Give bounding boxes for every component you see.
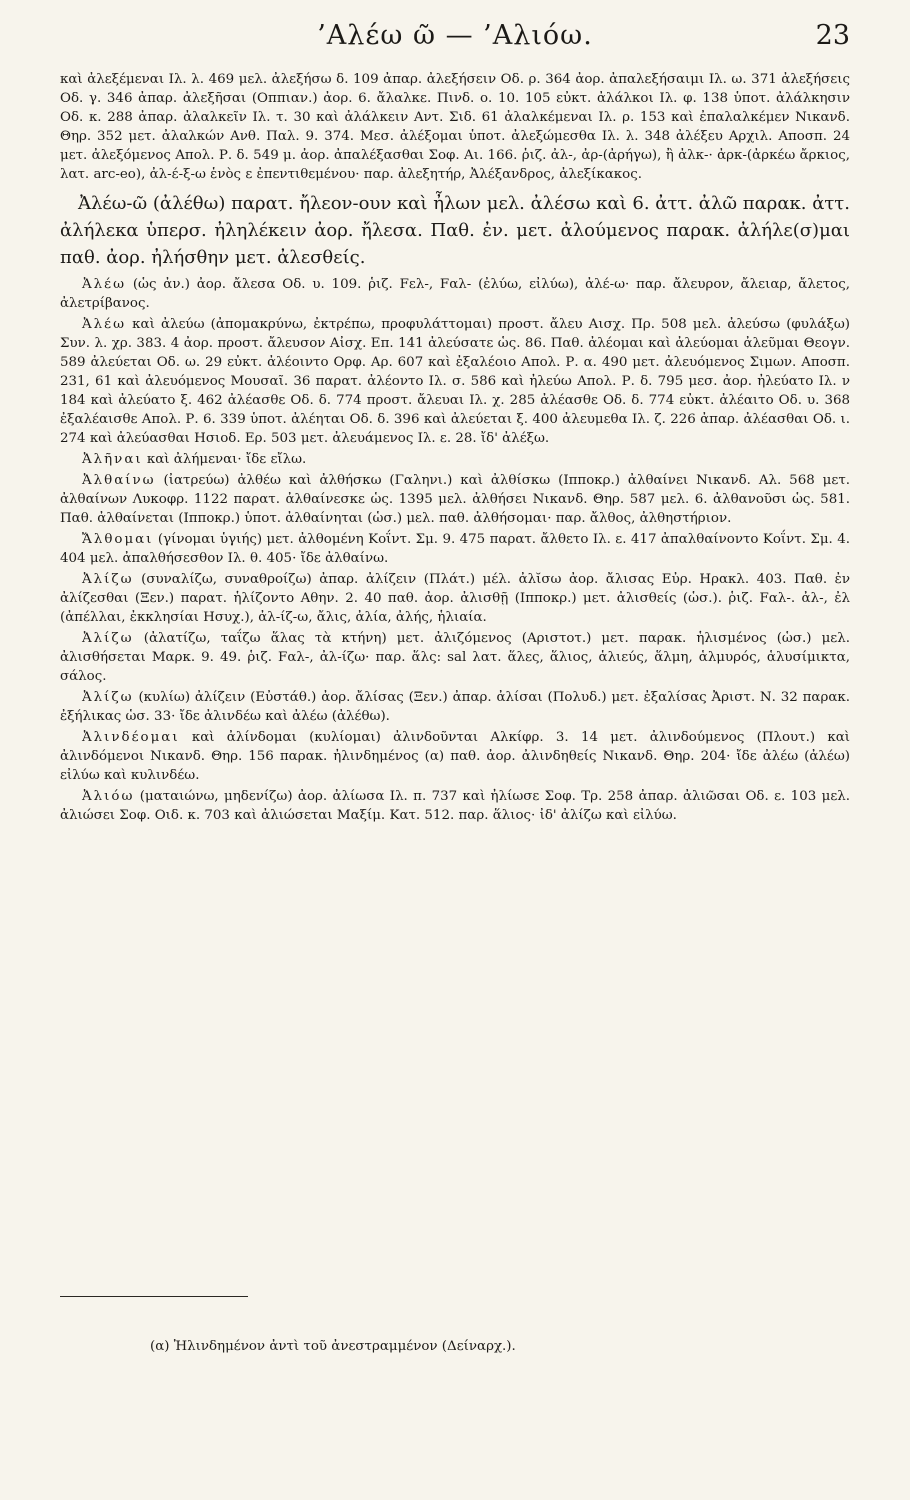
headword: Ἀλθαίνω	[82, 473, 156, 488]
headword: Ἄλθομαι	[82, 532, 154, 547]
entry-alew-kai-aleuw	[60, 315, 850, 448]
headword: Ἀλινδέομαι	[82, 730, 180, 745]
entry-alew-contracted: Ἀλέω-ῶ (ἀλέθω) παρατ. ἤλεον-ουν καὶ ἦλων μελ. ἀλέσω καὶ 6. ἀττ. ἀλῶ παρακ. ἀττ. ἀλήλεκα ὑπερσ. ἠληλέκειν ἀορ. ἤλεσα. Παθ. ἐν. μετ. ἀλούμενος παρακ. ἀλήλε(σ)μαι παθ. ἀορ. ἠλήσθην μετ. ἀλεσθείς.	[60, 193, 850, 268]
entry-alew-an	[60, 275, 850, 313]
headword: Ἀλιόω	[82, 789, 135, 804]
headword: Ἀλίζω	[82, 572, 134, 587]
entry-text: (ὡς ἀν.) ἀορ. ἄλεσα Οδ. υ. 109. ῥιζ. Fελ-, Fαλ- (ἐλύω, εἰλύω), ἀλέ-ω· παρ. ἄλευρον, ἄλειαρ, ἄλετος, ἀλετρίβανος.	[60, 277, 850, 311]
entry-text: καὶ ἀλεύω (ἀπομακρύνω, ἐκτρέπω, προφυλάττομαι) προστ. ἄλευ Αισχ. Πρ. 508 μελ. ἀλεύσω (φυλάξω) Συν. λ. χρ. 383. 4 ἀορ. προστ. ἄλευσον Αἰσχ. Επ. 141 ἀλεύσατε ὡς. 86. Παθ. ἀλέομαι καὶ ἀλεύομαι ἀλεῦμαι Θεογν. 589 ἀλεύεται Οδ. ω. 29 εὐκτ. ἀλέοιντο Ορφ. Αρ. 607 καὶ ἐξαλέοιο Απολ. Ρ. α. 490 μετ. ἀλευόμενος Σιμων. Αποσπ. 231, 61 καὶ ἀλευόμενος Μουσαῖ. 36 παρατ. ἀλέοντο Ιλ. σ. 586 καὶ ἠλεύω Απολ. Ρ. δ. 795 μεσ. ἀορ. ἠλεύατο Ιλ. ν 184 καὶ ἀλεύατο ξ. 462 ἀλέασθε Οδ. δ. 774 προστ. ἄλευαι Ιλ. χ. 285 ἀλέασθε Οδ. δ. 774 εὐκτ. ἀλέαιτο Οδ. υ. 368 ἐξαλέαισθε Απολ. Ρ. 6. 339 ὑποτ. ἀλέηται Οδ. δ. 396 καὶ ἀλεύεται ξ. 400 ἀλευμεθα Ιλ. ζ. 226 ἀπαρ. ἀλέασθαι Οδ. ι. 274 καὶ ἀλεύασθαι Ησιοδ. Ερ. 503 μετ. ἀλευάμενος Ιλ. ε. 28. ἴδ' ἀλέξω.	[60, 317, 850, 446]
footnote-rule	[60, 1296, 248, 1297]
entry-alhnai	[60, 450, 850, 469]
footnote: (α) Ἠλινδημένον ἀντὶ τοῦ ἀνεστραμμένον (Δείναρχ.).	[150, 1339, 516, 1355]
page-number: 23	[815, 20, 850, 51]
entry-text: (γίνομαι ὑγιής) μετ. ἀλθομένη Κοΐντ. Σμ. 9. 475 παρατ. ἄλθετο Ιλ. ε. 417 ἀπαλθαίνοντο Κοΐντ. Σμ. 4. 404 μελ. ἀπαλθήσεσθον Ιλ. θ. 405· ἴδε ἀλθαίνω.	[60, 532, 850, 566]
page-body	[60, 70, 850, 827]
headword: Ἀλέω	[82, 277, 127, 292]
entry-text: (ματαιώνω, μηδενίζω) ἀορ. ἀλίωσα Ιλ. π. 737 καὶ ἠλίωσε Σοφ. Τρ. 258 ἀπαρ. ἀλιῶσαι Οδ. ε. 103 μελ. ἀλιώσει Σοφ. Οιδ. κ. 703 καὶ ἀλιώσεται Μαξίμ. Κατ. 512. παρ. ἅλιος· ἰδ' ἀλίζω καὶ εἰλύω.	[60, 789, 850, 823]
entry-alizw-3	[60, 688, 850, 726]
running-title: ’Αλέω ῶ — ’Αλιόω.	[317, 20, 593, 51]
headword: Ἀλίζω	[82, 690, 134, 705]
entry-alindeomai	[60, 728, 850, 785]
entry-text: (ἰατρεύω) ἀλθέω καὶ ἀλθήσκω (Γαληνι.) καὶ ἀλθίσκω (Ιπποκρ.) ἀλθαίνει Νικανδ. Αλ. 568 μετ. ἀλθαίνων Λυκοφρ. 1122 παρατ. ἀλθαίνεσκε ὡς. 1395 μελ. ἀλθήσει Νικανδ. Θηρ. 587 μελ. 6. ἀλθανοῦσι ὡς. 581. Παθ. ἀλθαίνεται (Ιπποκρ.) ὑποτ. ἀλθαίνηται (ὡσ.) μελ. παθ. ἀλθήσομαι· παρ. ἄλθος, ἀλθηστήριον.	[60, 473, 850, 526]
entry-alizw-1	[60, 570, 850, 627]
headword: Ἀλίζω	[82, 631, 134, 646]
entry-aliow	[60, 787, 850, 825]
headword: Ἀλέω	[82, 317, 127, 332]
entry-continuation: καὶ ἀλεξέμεναι Ιλ. λ. 469 μελ. ἀλεξήσω δ. 109 ἀπαρ. ἀλεξήσειν Οδ. ρ. 364 ἀορ. ἀπαλεξήσαιμι Ιλ. ω. 371 ἀλεξήσεις Οδ. γ. 346 ἀπαρ. ἀλεξῆσαι (Οππιαν.) ἀορ. 6. ἄλαλκε. Πινδ. ο. 10. 105 εὐκτ. ἀλάλκοι Ιλ. φ. 138 ὑποτ. ἀλάλκησιν Οδ. κ. 288 ἀπαρ. ἀλαλκεῖν Ιλ. τ. 30 καὶ ἀλάλκειν Αντ. Σιδ. 61 ἀλαλκέμεναι Ιλ. ρ. 153 καὶ ἐπαλαλκέμεν Νικανδ. Θηρ. 352 μετ. ἀλαλκών Ανθ. Παλ. 9. 374. Μεσ. ἀλέξομαι ὑποτ. ἀλεξώμεσθα Ιλ. λ. 348 ἀλέξευ Αρχιλ. Αποσπ. 24 μετ. ἀλεξόμενος Απολ. Ρ. δ. 549 μ. ἀορ. ἀπαλέξασθαι Σοφ. Αι. 166. ῥιζ. ἀλ-, ἀρ-(ἀρήγω), ἢ ἀλκ-· ἀρκ-(ἀρκέω ἄρκιος, λατ. arc-eo), ἀλ-έ-ξ-ω ἑνὸς ε ἐπεντιθεμένου· παρ. ἀλεξητήρ, Ἀλέξανδρος, ἀλεξίκακος.	[60, 72, 850, 182]
entry-alizw-2	[60, 629, 850, 686]
entry-text: (κυλίω) ἀλίζειν (Εὐστάθ.) ἀορ. ἄλίσας (Ξεν.) ἀπαρ. ἀλίσαι (Πολυδ.) μετ. ἐξαλίσας Ἀριστ. Ν. 32 παρακ. ἐξήλικας ὡσ. 33· ἴδε ἀλινδέω καὶ ἀλέω (ἀλέθω).	[60, 690, 850, 724]
headword: Ἀλῆναι	[82, 452, 143, 467]
entry-text: (συναλίζω, συναθροίζω) ἀπαρ. ἀλίζειν (Πλάτ.) μέλ. ἀλῐσω ἀορ. ἄλισας Εὐρ. Ηρακλ. 403. Παθ. ἐν ἀλίζεσθαι (Ξεν.) παρατ. ἡλίζοντο Αθην. 2. 40 παθ. ἀορ. ἀλισθῇ (Ιπποκρ.) μετ. ἀλισθείς (ὡσ.). ῥιζ. Fαλ-. ἀλ-, ἐλ (ἀπέλλαι, ἐκκλησίαι Ησυχ.), ἀλ-ίζ-ω, ἄλις, ἀλία, ἀλής, ἡλιαία.	[60, 572, 850, 625]
entry-text: καὶ ἀλίνδομαι (κυλίομαι) ἀλινδοῦνται Αλκίφρ. 3. 14 μετ. ἀλινδούμενος (Πλουτ.) καὶ ἀλινδόμενοι Νικανδ. Θηρ. 156 παρακ. ἠλινδημένος (α) παθ. ἀορ. ἀλινδηθείς Νικανδ. Θηρ. 204· ἴδε ἀλέω (ἀλέω) εἰλύω καὶ κυλινδέω.	[60, 730, 850, 783]
entry-text: (ἀλατίζω, ταΐζω ἅλας τὰ κτήνη) μετ. ἀλιζόμενος (Αριστοτ.) μετ. παρακ. ἡλισμένος (ὡσ.) μελ. ἀλισθήσεται Μαρκ. 9. 49. ῥιζ. Fαλ-, ἀλ-ίζω· παρ. ἅλς: sal λατ. ἅλες, ἅλιος, ἁλιεύς, ἅλμη, ἁλμυρός, ἁλυσίμικτα, σάλος.	[60, 631, 850, 684]
entry-text: καὶ ἀλήμεναι· ἴδε εἴλω.	[146, 452, 307, 467]
entry-althainw	[60, 471, 850, 528]
entry-althomai	[60, 530, 850, 568]
page-header	[60, 18, 850, 68]
